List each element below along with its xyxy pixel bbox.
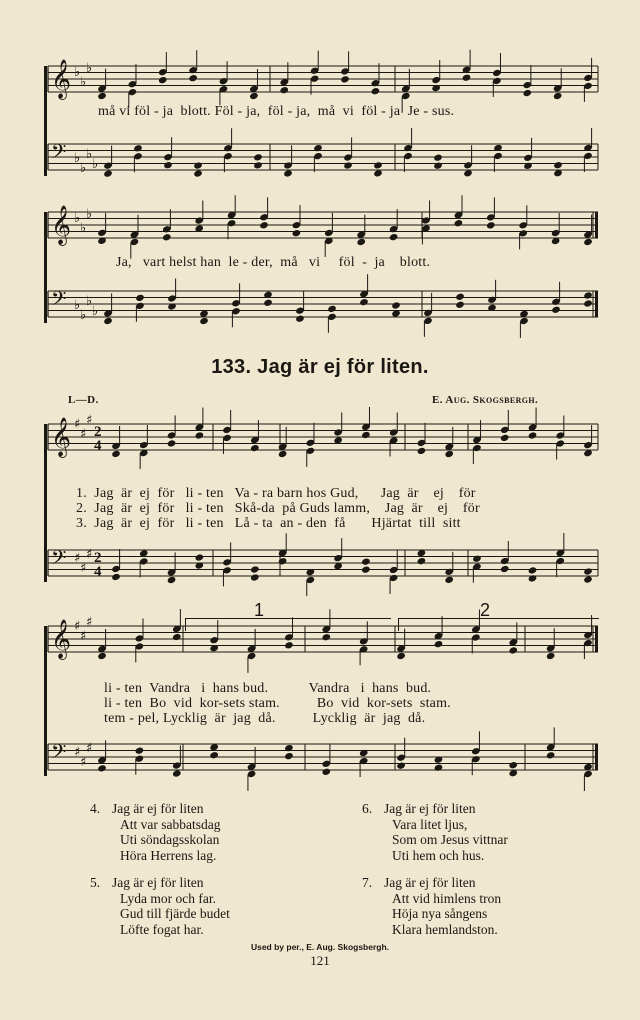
verse-7: 7. Jag är ej för liten Att vid himlens tron Höja nya sångens Klara hemlandston.: [362, 875, 502, 937]
system-brace-line: [44, 626, 47, 776]
bass-clef-icon: 𝄢: [51, 140, 67, 168]
note-head: [583, 567, 593, 575]
note-head: [391, 301, 401, 309]
system3-bass-staff: [0, 546, 640, 586]
note-head: [135, 747, 145, 755]
flat-sign-icon: ♭: [80, 221, 87, 236]
time-signature-top: 2: [94, 550, 102, 566]
note-head: [313, 144, 323, 152]
system2-bass-staff: [0, 287, 640, 327]
note-head: [250, 565, 260, 573]
note-head: [209, 751, 219, 759]
note-head: [371, 87, 381, 95]
system3-lyric-line-1: 1. Jag är ej för li - ten Va - ra barn hos Gud, Jag är ej för: [76, 486, 476, 501]
flat-sign-icon: ♭: [92, 304, 99, 319]
note-head: [195, 431, 205, 439]
meter-label: L—D.: [68, 394, 99, 406]
sharp-sign-icon: ♯: [74, 417, 81, 432]
note-head: [396, 761, 406, 769]
bass-clef-icon: 𝄢: [51, 740, 67, 768]
system-brace-line: [44, 424, 47, 582]
note-head: [284, 744, 294, 752]
note-head: [284, 752, 294, 760]
composer-credit: E. Aug. Skogsbergh.: [432, 394, 539, 406]
note-head: [284, 641, 294, 649]
note-head: [553, 92, 563, 100]
sharp-sign-icon: ♯: [86, 547, 93, 562]
system3-treble-staff: [0, 413, 640, 460]
note-head: [249, 92, 259, 100]
note-head: [111, 573, 121, 581]
second-ending-bracket: [398, 618, 599, 631]
sharp-sign-icon: ♯: [74, 745, 81, 760]
note-head: [135, 294, 145, 302]
bass-clef-icon: 𝄢: [51, 546, 67, 574]
flat-sign-icon: ♭: [92, 157, 99, 172]
note-head: [322, 768, 332, 776]
note-head: [551, 306, 561, 314]
sharp-sign-icon: ♯: [80, 561, 87, 576]
note-head: [389, 233, 399, 241]
flat-sign-icon: ♭: [74, 65, 81, 80]
double-bar-thick: [595, 291, 598, 317]
page-number: 121: [310, 953, 330, 968]
note-head: [528, 566, 538, 574]
note-head: [259, 221, 269, 229]
flat-sign-icon: ♭: [80, 308, 87, 323]
note-head: [486, 221, 496, 229]
note-head: [433, 153, 443, 161]
note-head: [292, 229, 302, 237]
note-head: [278, 450, 288, 458]
note-head: [340, 75, 350, 83]
first-ending-bracket: [185, 618, 391, 631]
note-head: [462, 74, 472, 82]
system3-lyric-line-3: 3. Jag är ej för li - ten Lå - ta an - den få Hjärtat till sitt: [76, 516, 461, 531]
time-signature-bottom: 4: [94, 438, 102, 454]
first-ending-label: 1: [254, 600, 265, 620]
system4-bass-staff: [0, 740, 640, 780]
note-head: [172, 769, 182, 777]
note-head: [361, 557, 371, 565]
note-head: [583, 291, 593, 299]
note-head: [523, 162, 533, 170]
sharp-sign-icon: ♯: [86, 413, 93, 428]
sharp-sign-icon: ♯: [74, 619, 81, 634]
note-head: [162, 233, 172, 241]
note-head: [546, 751, 556, 759]
note-head: [454, 219, 464, 227]
note-head: [500, 434, 510, 442]
verse-5: 5. Jag är ej för liten Lyda mor och far. Gud till fjärde budet Löfte fogat har.: [90, 875, 230, 937]
note-head: [103, 169, 113, 177]
note-head: [508, 761, 518, 769]
second-ending-label: 2: [480, 600, 491, 620]
flat-sign-icon: ♭: [74, 298, 81, 313]
note-head: [97, 764, 107, 772]
hymn-title: 133. Jag är ej för liten.: [211, 356, 429, 378]
sharp-sign-icon: ♯: [86, 615, 93, 630]
system4-lyric-line-1: li - ten Vandra i hans bud. Vandra i hans bud.: [104, 681, 432, 696]
verse-4: 4. Jag är ej för liten Att var sabbatsdag Uti söndagsskolan Höra Herrens lag.: [90, 801, 221, 863]
note-head: [522, 89, 532, 97]
note-head: [508, 646, 518, 654]
note-head: [279, 86, 289, 94]
system1-treble-staff: [0, 59, 640, 102]
note-head: [583, 238, 593, 246]
note-head: [553, 161, 563, 169]
note-head: [528, 431, 538, 439]
sharp-sign-icon: ♯: [80, 629, 87, 644]
note-head: [188, 74, 198, 82]
note-head: [158, 76, 168, 84]
system4-lyric-line-2: li - ten Bo vid kor-sets stam. Bo vid kor-sets stam.: [104, 696, 451, 711]
system2-treble-staff: [0, 205, 640, 248]
note-head: [111, 450, 121, 458]
note-head: [167, 576, 177, 584]
note-head: [327, 305, 337, 313]
note-head: [343, 161, 353, 169]
treble-clef-icon: 𝄞: [51, 59, 72, 99]
note-head: [455, 293, 465, 301]
note-head: [172, 633, 182, 641]
note-head: [546, 652, 556, 660]
note-head: [444, 576, 454, 584]
treble-clef-icon: 𝄞: [51, 417, 72, 457]
system1-lyrics: må vi föl - ja blott. Föl - ja, föl - ja, må vi föl - ja Je - sus.: [98, 104, 455, 119]
sharp-sign-icon: ♯: [80, 755, 87, 770]
system3-lyric-line-2: 2. Jag är ej för li - ten Skå-da på Guds lamm, Jag är ej för: [76, 501, 480, 516]
note-head: [193, 169, 203, 177]
flat-sign-icon: ♭: [86, 207, 93, 222]
treble-clef-icon: 𝄞: [51, 205, 72, 245]
note-head: [253, 161, 263, 169]
note-head: [583, 575, 593, 583]
note-head: [103, 317, 113, 325]
note-head: [163, 161, 173, 169]
note-head: [396, 652, 406, 660]
note-head: [500, 565, 510, 573]
note-head: [433, 161, 443, 169]
note-head: [583, 299, 593, 307]
permission-note: Used by per., E. Aug. Skogsbergh.: [250, 942, 390, 952]
note-head: [356, 238, 366, 246]
note-head: [373, 161, 383, 169]
note-head: [278, 557, 288, 565]
note-head: [472, 555, 482, 563]
time-signature-top: 2: [94, 424, 102, 440]
system2-lyrics: Ja, vart helst han le - der, må vi föl - ja blott.: [116, 255, 431, 270]
flat-sign-icon: ♭: [86, 294, 93, 309]
flat-sign-icon: ♭: [86, 147, 93, 162]
note-head: [133, 144, 143, 152]
note-head: [263, 299, 273, 307]
note-head: [250, 444, 260, 452]
system4-lyric-line-3: tem - pel, Lycklig är jag då. Lycklig är jag då.: [104, 711, 426, 726]
note-head: [253, 153, 263, 161]
note-head: [195, 553, 205, 561]
note-head: [167, 439, 177, 447]
sharp-sign-icon: ♯: [80, 427, 87, 442]
double-bar-thick: [595, 212, 598, 238]
note-head: [361, 565, 371, 573]
note-head: [250, 573, 260, 581]
note-head: [417, 447, 427, 455]
note-head: [193, 161, 203, 169]
system1-bass-staff: [0, 140, 640, 180]
note-head: [97, 92, 107, 100]
double-bar-thick: [595, 744, 598, 770]
flat-sign-icon: ♭: [74, 211, 81, 226]
note-head: [283, 169, 293, 177]
sharp-sign-icon: ♯: [74, 551, 81, 566]
flat-sign-icon: ♭: [86, 61, 93, 76]
note-head: [444, 450, 454, 458]
note-head: [434, 640, 444, 648]
verse-6: 6. Jag är ej för liten Vara litet ljus, Som om Jesus vittnar Uti hem och hus.: [362, 801, 508, 863]
note-head: [322, 633, 332, 641]
note-head: [455, 301, 465, 309]
system-brace-line: [44, 66, 47, 176]
note-head: [361, 431, 371, 439]
note-head: [199, 317, 209, 325]
note-head: [359, 298, 369, 306]
sharp-sign-icon: ♯: [86, 741, 93, 756]
flat-sign-icon: ♭: [74, 151, 81, 166]
note-head: [434, 764, 444, 772]
bass-clef-icon: 𝄢: [51, 287, 67, 315]
treble-clef-icon: 𝄞: [51, 619, 72, 659]
note-head: [295, 315, 305, 323]
flat-sign-icon: ♭: [80, 161, 87, 176]
flat-sign-icon: ♭: [80, 75, 87, 90]
note-head: [97, 652, 107, 660]
time-signature-bottom: 4: [94, 564, 102, 580]
system-brace-line: [44, 212, 47, 323]
note-head: [417, 557, 427, 565]
